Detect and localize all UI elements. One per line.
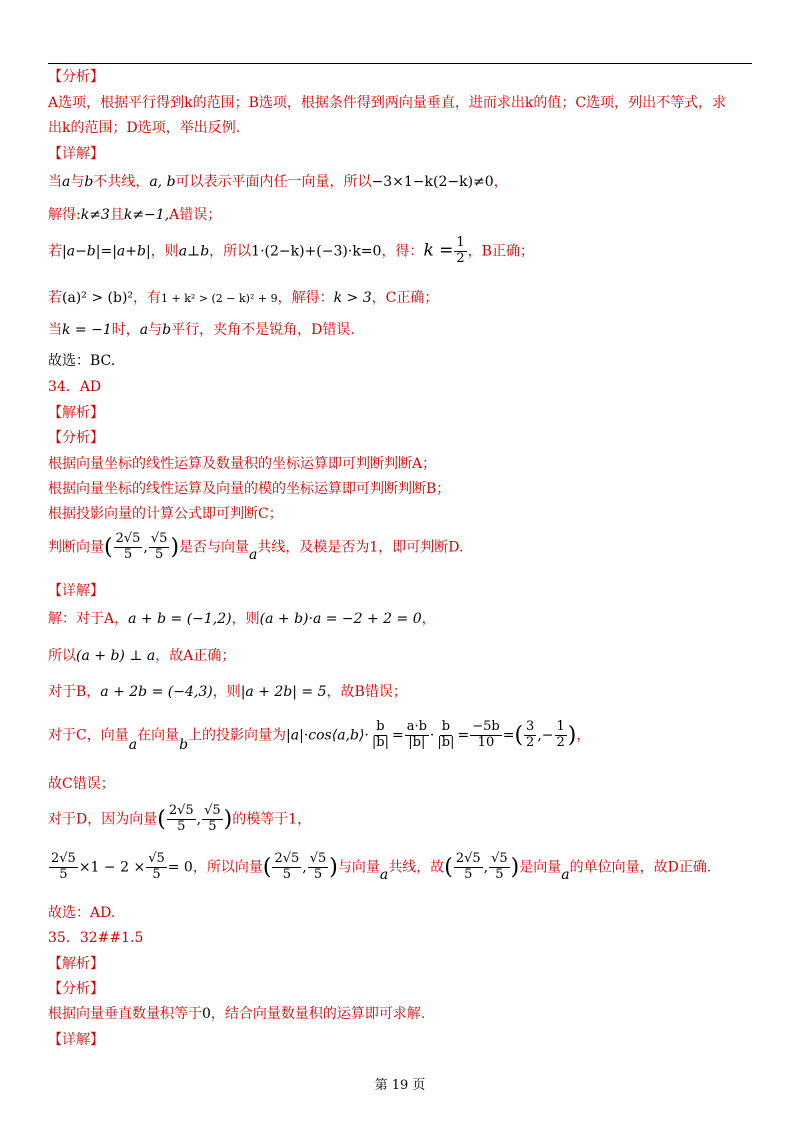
fraction-one-half: $\frac{1}{2}$ — [456, 235, 465, 266]
analysis-34-d: 判断向量( $\frac{2√5}{5}$ , $\frac{√5}{5}$ )是否与向量a共线，及模是否为1，即可判断D. — [48, 531, 464, 564]
analysis-heading-1: 【分析】 — [48, 69, 104, 85]
detail-heading-35: 【详解】 — [48, 1032, 104, 1048]
solution-line-6: 解得:k≠3且k≠−1,A错误； — [48, 207, 222, 223]
analysis-heading-34: 【分析】 — [48, 430, 104, 446]
question-34-answer: 34．AD — [48, 379, 102, 395]
answer-choice-1: 故选：BC. — [48, 353, 116, 369]
solution-line-7: 若|a−b|=|a+b|，则a⊥b，所以1·(2−k)+(−3)·k=0，得：k = $\frac{1}{2}$ ，B正确； — [48, 235, 534, 266]
detail-34-c: 对于C，向量a在向量b上的投影向量为|a|·cos⟨a,b⟩· $\frac{b}{|b|}$ = $\frac{a\cdot b}{|b|}$ · $\frac{b}{|b|}$ = $\frac{-5b}{10}$ =( $\frac{3}{2}$ ,− $\frac{1}{2}$ )， — [48, 719, 591, 754]
solution-line-5: 当a与b不共线，a, b可以表示平面内任一向量，所以−3×1−k(2−k)≠0， — [48, 174, 508, 190]
analysis-heading-35: 【分析】 — [48, 981, 104, 997]
detail-heading-1: 【详解】 — [48, 146, 104, 162]
question-35-answer: 35．32##1.5 — [48, 930, 144, 946]
analysis-text-2: 出k的范围；D选项，举出反例. — [48, 120, 241, 136]
solution-line-8: 若(a)² > (b)²，有1 + k² > (2 − k)² + 9，解得：k > 3，C正确； — [48, 290, 439, 306]
answer-choice-34: 故选：AD. — [48, 905, 116, 921]
analysis-text-1: A选项，根据平行得到k的范围；B选项，根据条件得到两向量垂直，进而求出k的值；C选项，列出不等式，求 — [48, 95, 727, 111]
detail-34-b: 对于B，a + 2b = (−4,3)，则|a + 2b| = 5，故B错误； — [48, 684, 407, 700]
explanation-heading-35: 【解析】 — [48, 956, 104, 972]
solution-line-9: 当k = −1时，a与b平行，夹角不是锐角，D错误. — [48, 322, 355, 338]
detail-34-d2: $\frac{2√5}{5}$ ×1 − 2 × $\frac{√5}{5}$ = 0，所以向量( $\frac{2√5}{5}$ , $\frac{√5}{5}$ )与向量a共线，故( $\frac{2√5}{5}$ , $\frac{√5}{5}$ )是向量a的单位向量，故D正确. — [51, 851, 712, 884]
analysis-34-c: 根据投影向量的计算公式即可判断C； — [48, 506, 283, 522]
header-rule — [48, 63, 752, 64]
detail-34-a: 解：对于A，a + b = (−1,2)，则(a + b)·a = −2 + 2 = 0， — [48, 611, 436, 627]
explanation-heading-34: 【解析】 — [48, 405, 104, 421]
detail-34-a2: 所以(a + b) ⊥ a，故A正确； — [48, 648, 236, 664]
detail-34-d: 对于D，因为向量( $\frac{2√5}{5}$ , $\frac{√5}{5}$ )的模等于1， — [48, 803, 312, 834]
analysis-34-a: 根据向量坐标的线性运算及数量积的坐标运算即可判断判断A； — [48, 456, 437, 472]
page-number: 第 19 页 — [374, 1078, 426, 1093]
analysis-34-b: 根据向量坐标的线性运算及向量的模的坐标运算即可判断判断B； — [48, 481, 451, 497]
analysis-35-text: 根据向量垂直数量积等于0，结合向量数量积的运算即可求解. — [48, 1006, 426, 1022]
detail-34-c2: 故C错误； — [48, 776, 115, 792]
detail-heading-34: 【详解】 — [48, 583, 104, 599]
